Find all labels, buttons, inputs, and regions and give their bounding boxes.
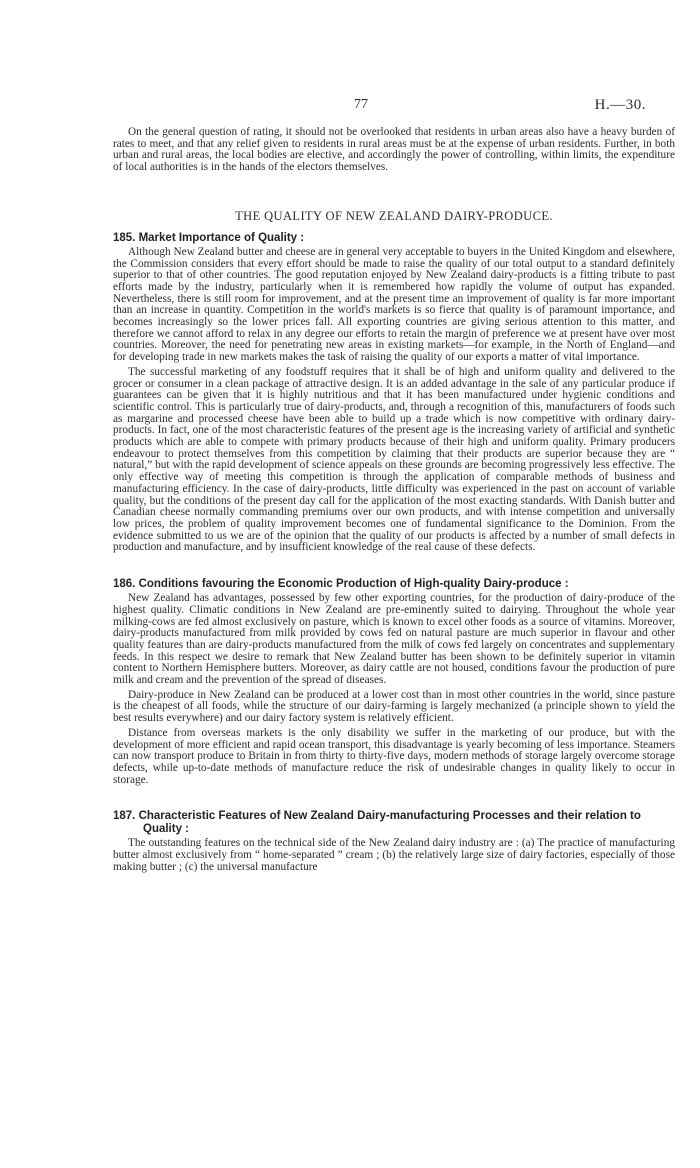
document-code: H.—30.: [594, 97, 646, 113]
paragraph-186-3: Distance from overseas markets is the only disability we suffer in the marketing of our produce, but with the development of more efficient and rapid ocean transport, this disadvantage is yearly becoming of less importance. Steamers can now transport produce to Britain in from thirty to thirty-five days, modern methods of storage largely overcome storage defects, while up-to-date methods of manufacture reduce the risk of undesirable changes in quality likely to occur in storage.: [113, 726, 675, 786]
page-content: [113, 127, 675, 873]
page-header: [0, 97, 700, 119]
paragraph-186-2: Dairy-produce in New Zealand can be produced at a lower cost than in most other countries in the world, since pasture is the cheapest of all foods, while the structure of our dairy-farming is largely mechanized (a principle shown to yield the best results everywhere) and our dairy factory system is relatively efficient.: [113, 688, 675, 725]
paragraph-185-2: The successful marketing of any foodstuff requires that it shall be of high and uniform quality and delivered to the grocer or consumer in a clean package of attractive design. It is an added advantage in the sale of any particular produce if guarantees can be given that it is highly nutritious and that it has been manufactured under hygienic conditions and scientific control. This is particularly true of dairy-products, and, through a recognition of this, manufacturers of foods such as margarine and processed cheese have been able to build up a trade which is now competitive with ordinary dairy-products. In fact, one of the most characteristic features of the present age is the increasing variety of artificial and synthetic products which are able to compete with primary products because of their high and uniform quality. Primary producers endeavour to protect themselves from this competition by claiming that their products are superior because they are “ natural,” but with the rapid development of science appeals on these grounds are becoming progressively less effective. The only effective way of meeting this competition is through the application of comparable methods of business and manufacturing efficiency. In the case of dairy-products, little difficulty was experienced in the past on account of variable quality, but the conditions of the present day call for the application of the most exacting standards. With Danish butter and Canadian cheese normally commanding premiums over our own products, and with intense competition and universally low prices, the problem of quality improvement becomes one of fundamental significance to the Dominion. From the evidence submitted to us we are of the opinion that the quality of our products is affected by a number of small defects in production and manufacture, and by insufficient knowledge of the real cause of these defects.: [113, 365, 675, 554]
section-title: THE QUALITY OF NEW ZEALAND DAIRY-PRODUCE.: [235, 208, 553, 223]
paragraph-186-1: New Zealand has advantages, possessed by few other exporting countries, for the production of dairy-produce of the highest quality. Climatic conditions in New Zealand are pre-eminently suited to dairying. Throughout the whole year milking-cows are fed almost exclusively on pasture, which is known to excel other foods as a source of vitamins. Moreover, dairy-products manufactured from milk provided by cows fed on natural pasture are much superior in flavour and other quality features than are dairy-products manufactured from the milk of cows fed largely on concentrates and supplementary feeds. In this respect we desire to remark that New Zealand butter has been shown to be definitely superior in vitamin content to Northern Hemisphere butters. Moreover, as dairy cattle are not housed, conditions favour the production of pure milk and cream and the prevention of the spread of diseases.: [113, 592, 675, 687]
heading-185: 185. Market Importance of Quality :: [113, 231, 305, 244]
heading-187: [113, 810, 675, 836]
intro-paragraph: On the general question of rating, it should not be overlooked that residents in urban areas also have a heavy burden of rates to meet, and that any relief given to residents in rural areas must be at the expense of urban residents. Further, in both urban and rural areas, the local bodies are elective, and accordingly the power of controlling, within limits, the expenditure of local authorities is in the hands of the electors themselves.: [113, 126, 675, 174]
heading-187-line1: 187. Characteristic Features of New Zealand Dairy-manufacturing Processes and their relation to: [113, 810, 641, 823]
page-number: 77: [354, 97, 368, 112]
heading-187-line2: Quality :: [143, 823, 190, 836]
paragraph-185-1: Although New Zealand butter and cheese are in general very acceptable to buyers in the United Kingdom and elsewhere, the Commission considers that every effort should be made to raise the quality of our total output to a standard definitely superior to that of other countries. The good reputation enjoyed by New Zealand dairy-products is a fitting tribute to past efforts made by the industry, particularly when it is remembered how rapidly the volume of output has expanded. Nevertheless, there is still room for improvement, and at the present time an improvement of quality is far more important than an increase in quantity. Competition in the world's markets is so fierce that quality is of paramount importance, and becomes increasingly so the lower prices fall. All exporting countries are giving serious attention to this matter, and therefore we cannot afford to relax in any degree our efforts to retain the margin of preference we at present have over most countries. Moreover, the need for penetrating new areas in existing markets—for example, in the North of England—and for developing trade in new markets makes the task of raising the quality of our exports a matter of vital importance.: [113, 245, 675, 364]
heading-186: 186. Conditions favouring the Economic Production of High-quality Dairy-produce :: [113, 578, 569, 591]
paragraph-187-1: The outstanding features on the technical side of the New Zealand dairy industry are : (a) The practice of manufacturing butter almost exclusively from “ home-separated ” cream ; (b) the relatively large size of dairy factories, especially of those making butter ; (c) the universal manufacture: [113, 837, 675, 873]
